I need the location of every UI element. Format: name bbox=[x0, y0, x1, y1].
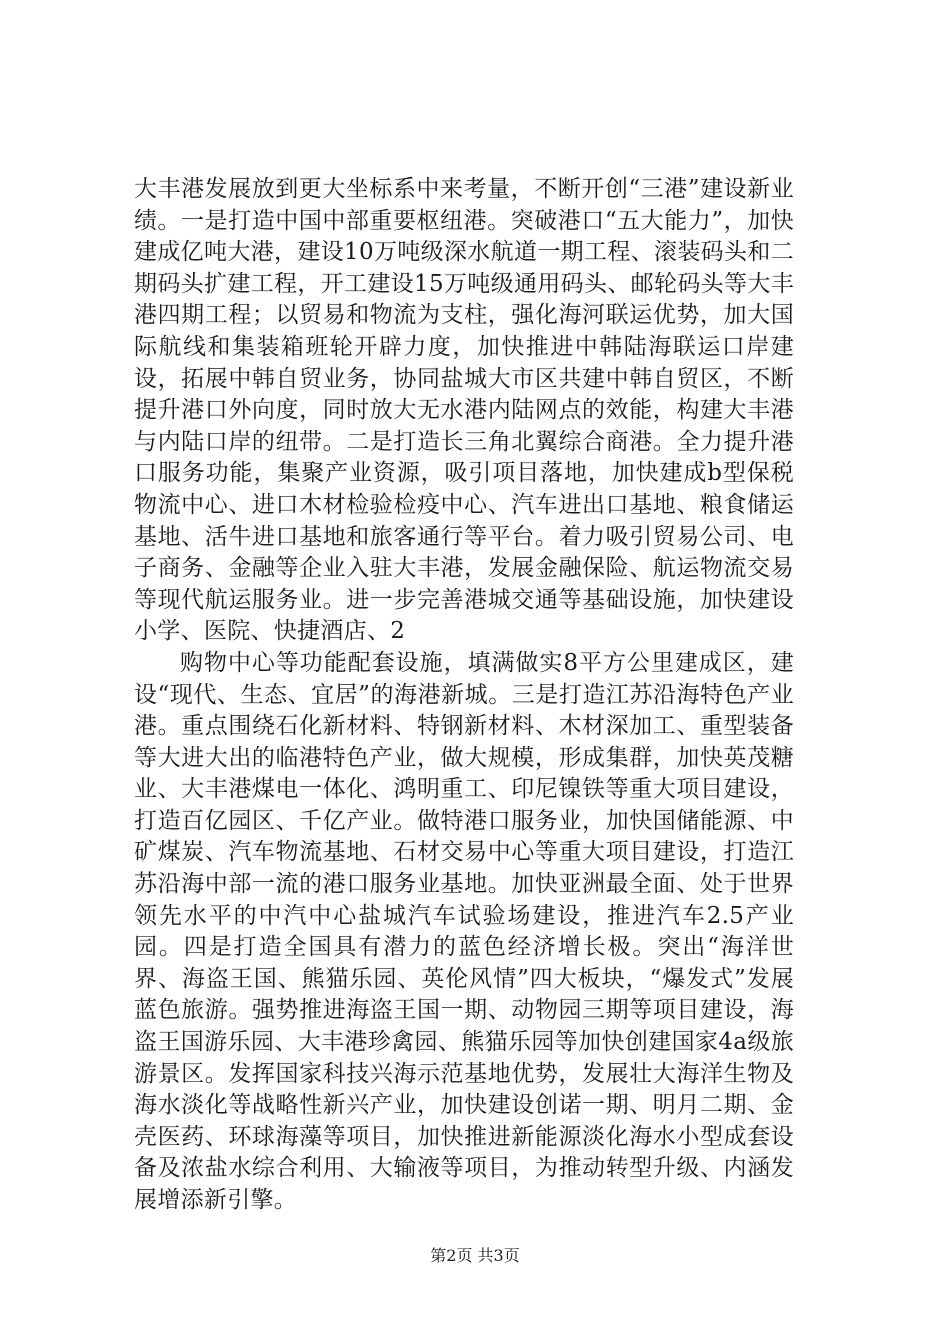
paragraph-second: 购物中心等功能配套设施，填满做实8平方公里建成区，建设“现代、生态、宜居”的海港新城。三是打造江苏沿海特色产业港。重点围绕石化新材料、特钢新材料、木材深加工、重型装备等大进大出的临港特色产业，做大规模，形成集群，加快英茂糖业、大丰港煤电一体化、鸿明重工、印尼镍铁等重大项目建设，打造百亿园区、千亿产业。做特港口服务业，加快国储能源、中矿煤炭、汽车物流基地、石材交易中心等重大项目建设，打造江苏沿海中部一流的港口服务业基地。加快亚洲最全面、处于世界领先水平的中汽中心盐城汽车试验场建设，推进汽车2.5产业园。四是打造全国具有潜力的蓝色经济增长极。突出“海洋世界、海盗王国、熊猫乐园、英伦风情”四大板块，“爆发式”发展蓝色旅游。强势推进海盗王国一期、动物园三期等项目建设，海盗王国游乐园、大丰港珍禽园、熊猫乐园等加快创建国家4a级旅游景区。发挥国家科技兴海示范基地优势，发展壮大海洋生物及海水淡化等战略性新兴产业，加快建设创诺一期、明月二期、金壳医药、环球海藻等项目，加快推进新能源淡化海水小型成套设备及浓盐水综合利用、大输液等项目，为推动转型升级、内涵发展增添新引擎。 bbox=[134, 649, 794, 1213]
document-body bbox=[134, 174, 794, 1217]
paragraph-continued: 大丰港发展放到更大坐标系中来考量，不断开创“三港”建设新业绩。一是打造中国中部重要枢纽港。突破港口“五大能力”，加快建成亿吨大港，建设10万吨级深水航道一期工程、滚装码头和二期码头扩建工程，开工建设15万吨级通用码头、邮轮码头等大丰港四期工程；以贸易和物流为支柱，强化海河联运优势，加大国际航线和集装箱班轮开辟力度，加快推进中韩陆海联运口岸建设，拓展中韩自贸业务，协同盐城大市区共建中韩自贸区，不断提升港口外向度，同时放大无水港内陆网点的效能，构建大丰港与内陆口岸的纽带。二是打造长三角北翼综合商港。全力提升港口服务功能，集聚产业资源，吸引项目落地，加快建成b型保税物流中心、进口木材检验检疫中心、汽车进出口基地、粮食储运基地、活牛进口基地和旅客通行等平台。着力吸引贸易公司、电子商务、金融等企业入驻大丰港，发展金融保险、航运物流交易等现代航运服务业。进一步完善港城交通等基础设施，加快建设小学、医院、快捷酒店、2 bbox=[134, 176, 794, 645]
page-footer: 第2页 共3页 bbox=[430, 1246, 520, 1265]
